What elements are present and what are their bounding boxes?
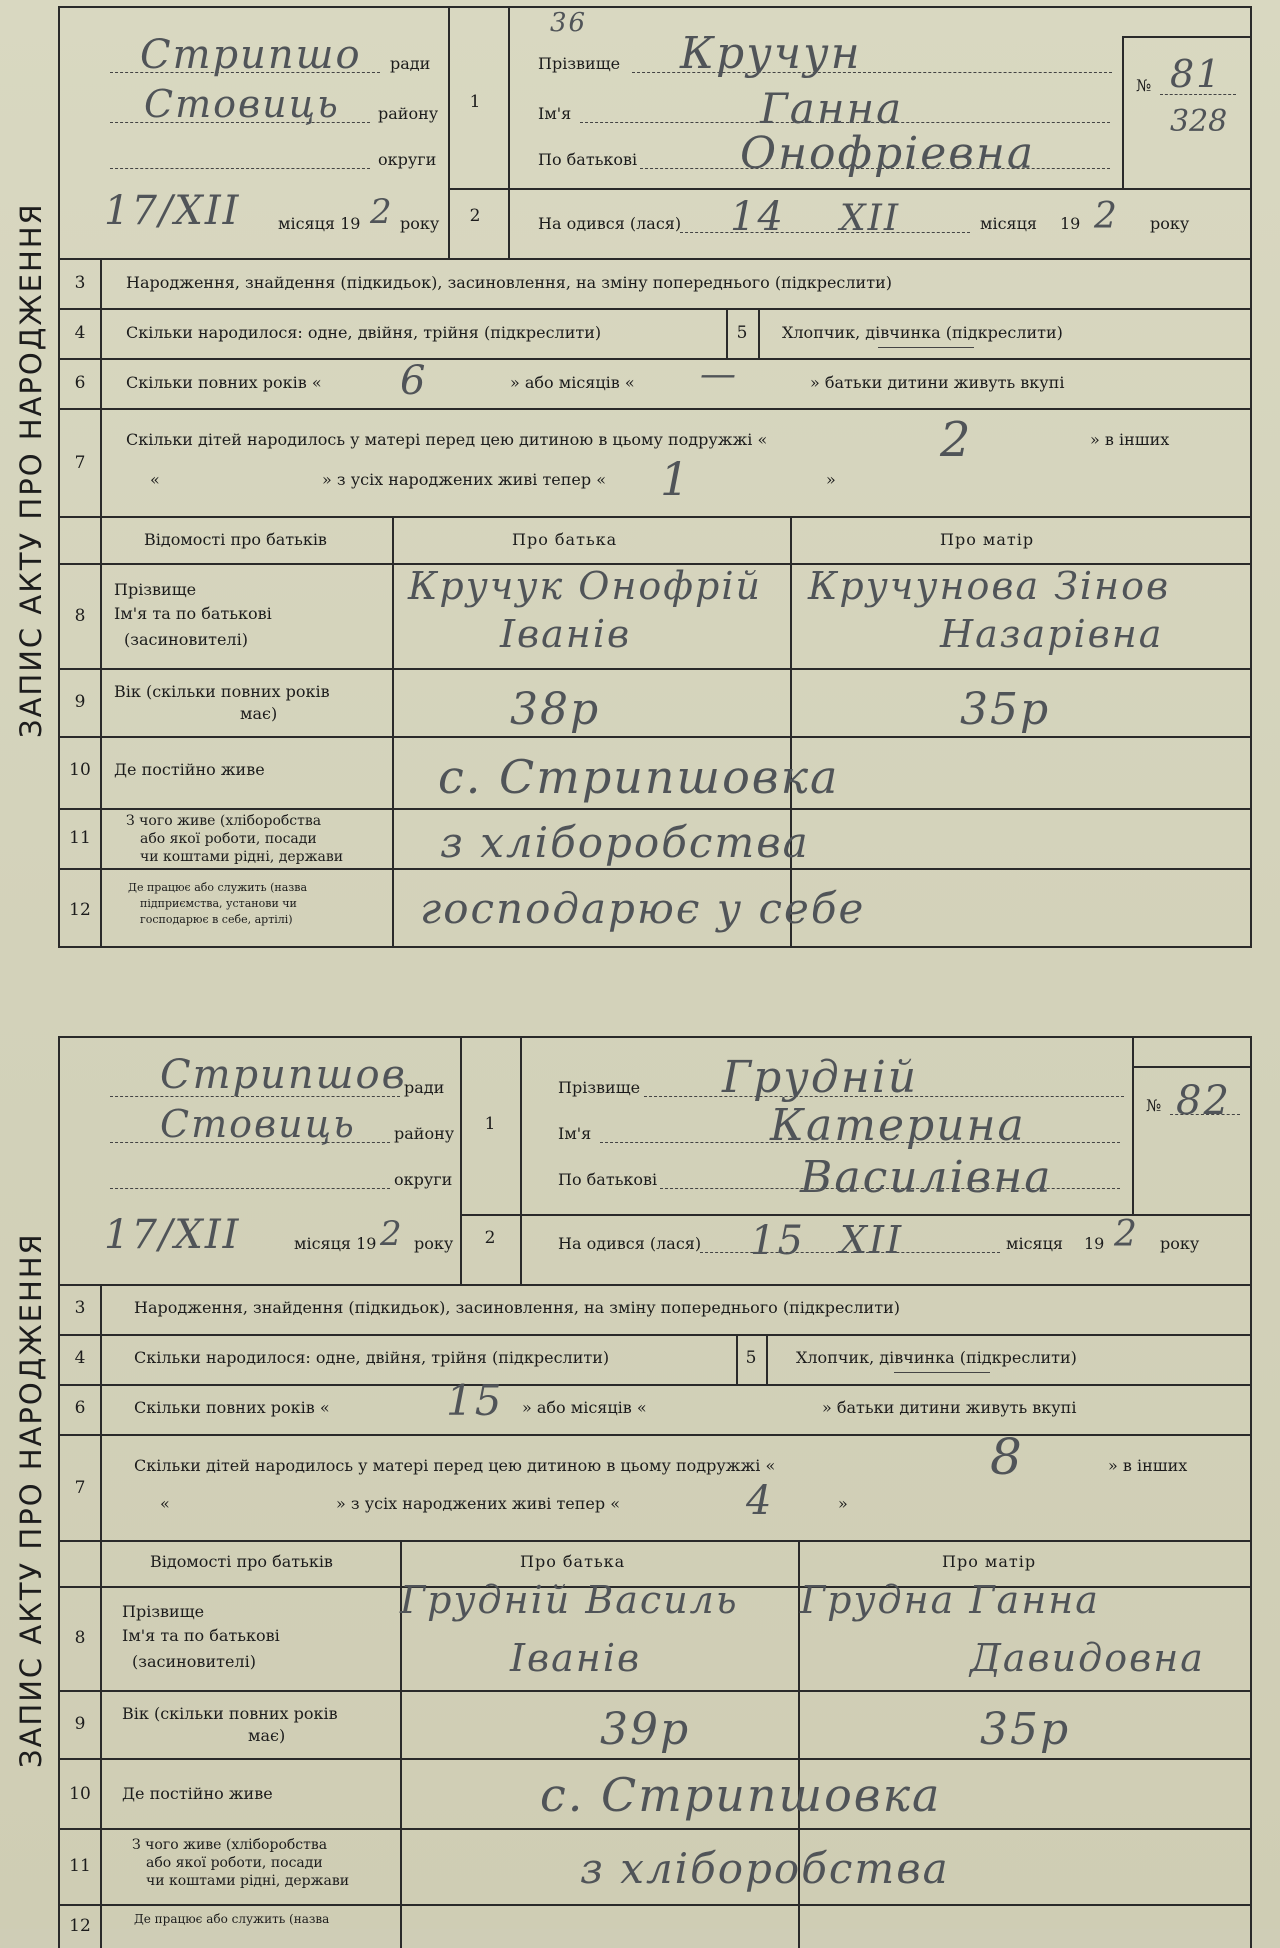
date-reg-label: місяця 19	[278, 214, 361, 233]
row7-label-d: » з усіх народжених живі тепер «	[322, 470, 607, 489]
raion-label-2: району	[394, 1124, 455, 1143]
r8-label-1: Прізвище	[114, 580, 197, 599]
row3-label-2: Народження, знайдення (підкидьок), засиновлення, на зміну попереднього (підкреслити)	[134, 1298, 900, 1317]
hw-father-name-2-2: Іванів	[510, 1636, 642, 1680]
hw-children-alive-2: 4	[746, 1478, 774, 1524]
r9-label-1-b: Вік (скільки повних років	[122, 1704, 338, 1723]
row7-label-b: » в інших	[1090, 430, 1170, 449]
hw-number-extra: 328	[1170, 104, 1228, 139]
hw-father-age-2: 39р	[600, 1704, 691, 1755]
row7-label-a-2: Скільки дітей народилось у матері перед цею дитиною в цьому подружжі «	[134, 1456, 776, 1475]
hw-surname: Кручун	[680, 28, 862, 79]
row-num-12: 12	[69, 900, 91, 920]
hw-mother-name-2: Назарівна	[940, 612, 1164, 656]
row-num-1: 1	[469, 92, 481, 112]
r11-label-1-b: З чого живе (хліборобства	[132, 1837, 328, 1853]
row-num-5-b: 5	[745, 1348, 757, 1368]
r12-label-3: господарює в себе, артілі)	[140, 913, 293, 926]
r11-label-2: або якої роботи, посади	[140, 831, 317, 847]
row-num-11-b: 11	[69, 1856, 91, 1876]
hw-mother-age-2: 35р	[980, 1704, 1071, 1755]
row7-label-a: Скільки дітей народилось у матері перед цею дитиною в цьому подружжі «	[126, 430, 768, 449]
father-header-2: Про батька	[520, 1552, 626, 1571]
rada-label-2: ради	[404, 1078, 445, 1097]
row2-month-label: місяця	[980, 214, 1037, 233]
row6-together-label: » батьки дитини живуть вкупі	[810, 373, 1065, 392]
okruh-label: округи	[378, 150, 437, 169]
date-reg-label-2: місяця 19	[294, 1234, 377, 1253]
r10-label: Де постійно живе	[114, 760, 265, 779]
r9-label-2-b: має)	[248, 1726, 286, 1745]
row7-label-e: »	[826, 470, 836, 489]
po-batkovi-label-2: По батькові	[558, 1170, 658, 1189]
hw-mother-name-1-2: Грудна Ганна	[800, 1578, 1100, 1622]
row-num-4: 4	[74, 323, 86, 343]
r9-label-1: Вік (скільки повних років	[114, 682, 330, 701]
parents-info-header-2: Відомості про батьків	[150, 1552, 333, 1571]
row7-label-d-2: » з усіх народжених живі тепер «	[336, 1494, 621, 1513]
hw-work: господарює у себе	[420, 884, 866, 933]
row5-label-2: Хлопчик, дівчинка (підкреслити)	[796, 1348, 1077, 1367]
row6-years-label: Скільки повних років «	[126, 373, 322, 392]
hw-children-before: 2	[940, 412, 973, 468]
hw-father-age: 38р	[510, 684, 601, 735]
row-num-8-b: 8	[74, 1628, 86, 1648]
mother-header-2: Про матір	[942, 1552, 1037, 1571]
hw-born-year-2: 2	[1114, 1214, 1139, 1255]
hw-corner: 36	[550, 8, 588, 38]
po-batkovi-label: По батькові	[538, 150, 638, 169]
row-num-4-b: 4	[74, 1348, 86, 1368]
row7-label-e-2: »	[838, 1494, 848, 1513]
row-num-10: 10	[69, 760, 91, 780]
row2-year-label-2: року	[1160, 1234, 1200, 1253]
prizvyshche-label: Прізвище	[538, 54, 621, 73]
row-num-6-b: 6	[74, 1398, 86, 1418]
hw-residence: с. Стрипшовка	[438, 750, 840, 804]
hw-born-day-2: 15	[750, 1218, 805, 1264]
r12-label-1: Де працює або служить (назва	[128, 881, 308, 894]
r8-label-2: Ім'я та по батькові	[114, 604, 272, 623]
row4-label: Скільки народилося: одне, двійня, трійня (підкреслити)	[126, 323, 602, 342]
hw-years-together-2: 15	[446, 1376, 504, 1425]
row-num-7: 7	[74, 453, 86, 473]
row-num-10-b: 10	[69, 1784, 91, 1804]
row-num-1-b: 1	[484, 1114, 496, 1134]
row2-label-2: На одився (лася)	[558, 1234, 702, 1253]
r8-label-2-b: Ім'я та по батькові	[122, 1626, 280, 1645]
hw-surname-2: Грудній	[722, 1052, 919, 1103]
year-reg-label: року	[400, 214, 440, 233]
hw-number-2: 82	[1176, 1078, 1231, 1124]
r11-label-2-b: або якої роботи, посади	[146, 1855, 323, 1871]
hw-children-alive: 1	[660, 452, 692, 506]
birth-record-card-2	[58, 1036, 1252, 1948]
nomer-label: №	[1136, 76, 1152, 95]
row-num-9-b: 9	[74, 1714, 86, 1734]
hw-father-name-2: Іванів	[500, 612, 632, 656]
mother-header: Про матір	[940, 530, 1035, 549]
row-num-5: 5	[736, 323, 748, 343]
r12-label-1-b: Де працює або служить (назва	[134, 1912, 330, 1926]
hw-rada: Стрипшо	[140, 32, 362, 78]
row2-year-label: року	[1150, 214, 1190, 233]
row-num-12-b: 12	[69, 1916, 91, 1936]
row2-year-prefix-2: 19	[1084, 1234, 1105, 1253]
hw-father-name-1-2: Грудній Василь	[400, 1578, 739, 1622]
hw-date-reg-2: 17/XII	[104, 1212, 241, 1258]
hw-year-reg: 2	[370, 192, 394, 232]
row-num-8: 8	[74, 606, 86, 626]
year-reg-label-2: року	[414, 1234, 454, 1253]
birth-record-card-1	[58, 6, 1252, 948]
rada-label: ради	[390, 54, 431, 73]
hw-livelihood-2: з хліборобства	[580, 1844, 950, 1893]
hw-patronymic: Онофріевна	[740, 128, 1036, 179]
row-num-3-b: 3	[74, 1298, 86, 1318]
r11-label-3: чи коштами рідні, держави	[140, 849, 344, 865]
hw-raion-2: Стовиць	[160, 1102, 356, 1146]
hw-first-name: Ганна	[760, 84, 904, 133]
father-header: Про батька	[512, 530, 618, 549]
r8-label-1-b: Прізвище	[122, 1602, 205, 1621]
hw-patronymic-2: Василівна	[800, 1152, 1053, 1203]
r9-label-2: має)	[240, 704, 278, 723]
row6-months-label: » або місяців «	[510, 373, 635, 392]
row6-months-label-2: » або місяців «	[522, 1398, 647, 1417]
r11-label-1: З чого живе (хліборобства	[126, 813, 322, 829]
imia-label-2: Ім'я	[558, 1124, 592, 1143]
row-num-11: 11	[69, 828, 91, 848]
hw-children-before-2: 8	[990, 1428, 1024, 1486]
row2-month-label-2: місяця	[1006, 1234, 1063, 1253]
hw-mother-name-2-2: Давидовна	[970, 1636, 1205, 1680]
row6-years-label-2: Скільки повних років «	[134, 1398, 330, 1417]
hw-year-reg-2: 2	[380, 1214, 404, 1254]
r11-label-3-b: чи коштами рідні, держави	[146, 1873, 350, 1889]
row7-label-c: «	[150, 470, 160, 489]
row-num-3: 3	[74, 273, 86, 293]
row7-label-b-2: » в інших	[1108, 1456, 1188, 1475]
hw-mother-age: 35р	[960, 684, 1051, 735]
hw-rada-2: Стрипшов	[160, 1052, 407, 1098]
hw-born-month: XII	[840, 198, 901, 239]
hw-father-name-1: Кручук Онофрій	[408, 564, 762, 608]
row-num-2: 2	[469, 206, 481, 226]
hw-first-name-2: Катерина	[770, 1100, 1026, 1151]
hw-mother-name-1: Кручунова Зінов	[808, 564, 1171, 608]
hw-months-together: —	[700, 354, 738, 395]
hw-born-month-2: XII	[840, 1218, 904, 1262]
row-num-6: 6	[74, 373, 86, 393]
row-num-9: 9	[74, 692, 86, 712]
raion-label: району	[378, 104, 439, 123]
hw-livelihood: з хліборобства	[440, 818, 810, 867]
row6-together-label-2: » батьки дитини живуть вкупі	[822, 1398, 1077, 1417]
row2-label: На одився (лася)	[538, 214, 682, 233]
nomer-label-2: №	[1146, 1096, 1162, 1115]
hw-residence-2: с. Стрипшовка	[540, 1768, 942, 1822]
r8-label-3-b: (засиновителі)	[132, 1652, 256, 1671]
row2-year-prefix: 19	[1060, 214, 1081, 233]
side-title-1: ЗАПИС АКТУ ПРО НАРОДЖЕННЯ	[14, 202, 48, 738]
row-num-2-b: 2	[484, 1228, 496, 1248]
hw-raion: Стовиць	[144, 82, 340, 126]
r12-label-2: підприємства, установи чи	[140, 897, 297, 910]
okruh-label-2: округи	[394, 1170, 453, 1189]
parents-info-header: Відомості про батьків	[144, 530, 327, 549]
r8-label-3: (засиновителі)	[124, 630, 248, 649]
row3-label: Народження, знайдення (підкидьок), засиновлення, на зміну попереднього (підкреслити)	[126, 273, 892, 292]
r10-label-b: Де постійно живе	[122, 1784, 273, 1803]
imia-label: Ім'я	[538, 104, 572, 123]
hw-years-together: 6	[400, 358, 428, 404]
hw-number: 81	[1170, 52, 1223, 96]
hw-born-day: 14	[730, 194, 785, 240]
row5-label: Хлопчик, дівчинка (підкреслити)	[782, 323, 1063, 342]
prizvyshche-label-2: Прізвище	[558, 1078, 641, 1097]
row-num-7-b: 7	[74, 1478, 86, 1498]
side-title-2: ЗАПИС АКТУ ПРО НАРОДЖЕННЯ	[14, 1232, 48, 1768]
hw-date-reg: 17/XII	[104, 188, 241, 234]
row7-label-c-2: «	[160, 1494, 170, 1513]
row4-label-2: Скільки народилося: одне, двійня, трійня (підкреслити)	[134, 1348, 610, 1367]
hw-born-year: 2	[1094, 196, 1119, 237]
